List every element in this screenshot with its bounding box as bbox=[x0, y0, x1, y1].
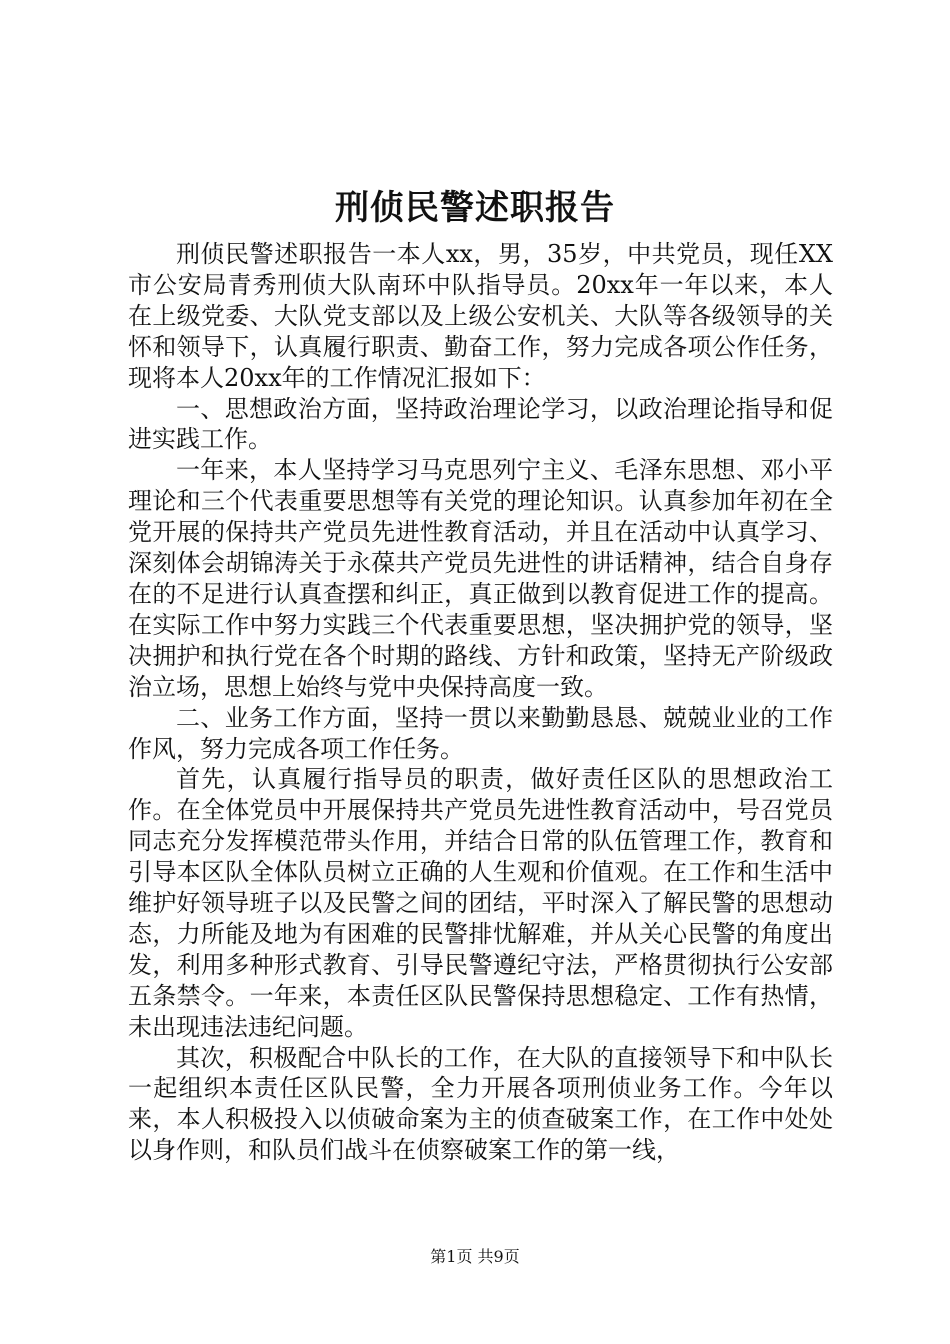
document-body bbox=[128, 239, 833, 1166]
paragraph-intro: 刑侦民警述职报告一本人xx，男，35岁，中共党员，现任XX市公安局青秀刑侦大队南环中队指导员。20xx年一年以来，本人在上级党委、大队党支部以及上级公安机关、大队等各级领导的关怀和领导下，认真履行职责、勤奋工作，努力完成各项公作任务，现将本人20xx年的工作情况汇报如下： bbox=[128, 240, 833, 392]
page-number-footer: 第1页 共9页 bbox=[430, 1247, 520, 1266]
paragraph-section-2-heading: 二、业务工作方面，坚持一贯以来勤勤恳恳、兢兢业业的工作作风，努力完成各项工作任务。 bbox=[128, 703, 833, 763]
paragraph-section-1-heading: 一、思想政治方面，坚持政治理论学习，以政治理论指导和促进实践工作。 bbox=[128, 394, 833, 454]
paragraph-instructor-duties: 首先，认真履行指导员的职责，做好责任区队的思想政治工作。在全体党员中开展保持共产党员先进性教育活动中，号召党员同志充分发挥模范带头作用，并结合日常的队伍管理工作，教育和引导本区队全体队员树立正确的人生观和价值观。在工作和生活中维护好领导班子以及民警之间的团结，平时深入了解民警的思想动态，力所能及地为有困难的民警排忧解难，并从关心民警的角度出发，利用多种形式教育、引导民警遵纪守法，严格贯彻执行公安部五条禁令。一年来，本责任区队民警保持思想稳定、工作有热情，未出现违法违纪问题。 bbox=[128, 765, 833, 1041]
paragraph-case-work: 其次，积极配合中队长的工作，在大队的直接领导下和中队长一起组织本责任区队民警，全力开展各项刑侦业务工作。今年以来，本人积极投入以侦破命案为主的侦查破案工作，在工作中处处以身作则，和队员们战斗在侦察破案工作的第一线， bbox=[128, 1043, 833, 1165]
paragraph-political-study: 一年来，本人坚持学习马克思列宁主义、毛泽东思想、邓小平理论和三个代表重要思想等有关党的理论知识。认真参加年初在全党开展的保持共产党员先进性教育活动，并且在活动中认真学习、深刻体会胡锦涛关于永葆共产党员先进性的讲话精神，结合自身存在的不足进行认真查摆和纠正，真正做到以教育促进工作的提高。在实际工作中努力实践三个代表重要思想，坚决拥护党的领导，坚决拥护和执行党在各个时期的路线、方针和政策，坚持无产阶级政治立场，思想上始终与党中央保持高度一致。 bbox=[128, 456, 833, 701]
document-title: 刑侦民警述职报告 bbox=[335, 188, 615, 228]
